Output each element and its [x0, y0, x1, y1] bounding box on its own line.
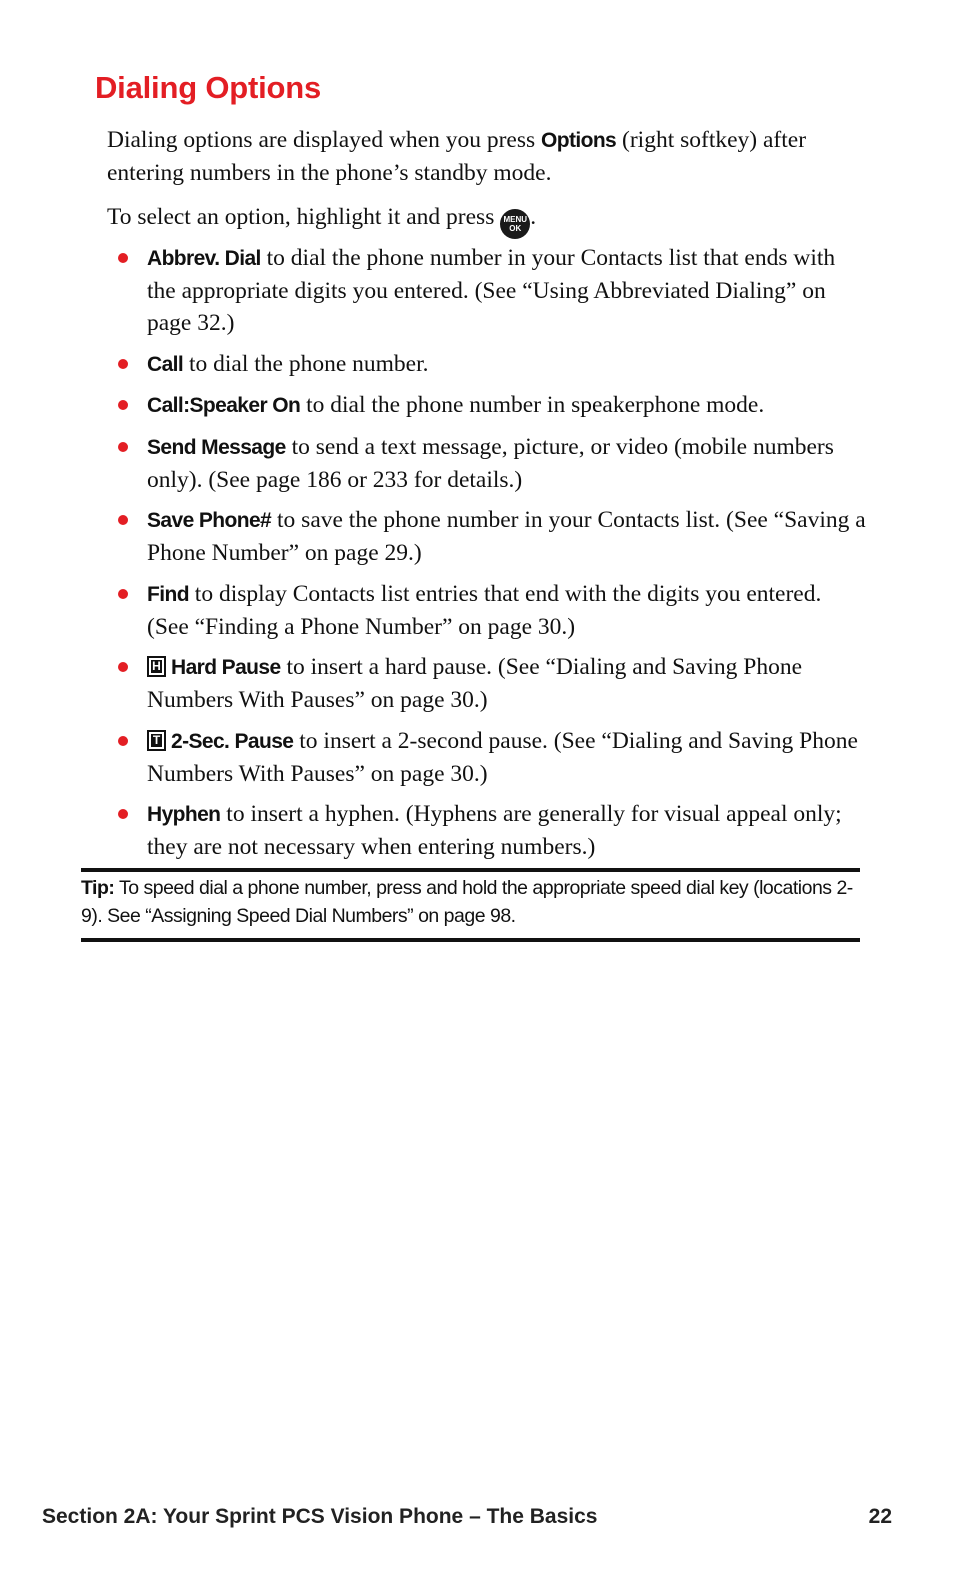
- intro-text-after: (right softkey) after entering numbers in the phone’s standby mode.: [107, 127, 807, 186]
- option-term: Abbrev. Dial: [147, 247, 261, 270]
- dialing-options-list: [107, 242, 867, 872]
- menu-key-bottom-label: OK: [509, 224, 522, 233]
- list-item-send-message: [107, 431, 867, 496]
- option-term: Call:Speaker On: [147, 394, 301, 417]
- list-item-2-sec-pause: [107, 725, 867, 790]
- tip-top-rule: [81, 868, 860, 872]
- option-description: to save the phone number in your Contacts list. (See “Saving a Phone Number” on page 29.): [147, 507, 866, 566]
- option-term: Find: [147, 582, 189, 606]
- options-softkey-term: Options: [541, 129, 617, 152]
- page-heading: Dialing Options: [95, 70, 322, 105]
- option-term: Hyphen: [147, 803, 221, 826]
- option-term: Call: [147, 352, 184, 376]
- select-text-before: To select an option, highlight it and press: [107, 204, 501, 230]
- bullet-icon: [118, 400, 128, 410]
- list-item-find: [107, 578, 867, 643]
- list-item-hard-pause: [107, 651, 867, 716]
- select-text-after: .: [530, 204, 537, 230]
- select-instruction: [107, 201, 867, 239]
- option-description: to send a text message, picture, or video (mobile numbers only). (See page 186 or 233 for details.): [147, 433, 834, 493]
- option-term: Hard Pause: [171, 656, 281, 679]
- bullet-icon: [118, 736, 128, 746]
- hard-pause-h-icon: [147, 656, 166, 677]
- option-description: to dial the phone number in your Contacts list that ends with the appropriate digits you entered. (See “Using Abbreviated Dialing” on page 32.): [147, 245, 836, 336]
- bullet-icon: [118, 442, 128, 452]
- bullet-icon: [118, 809, 128, 819]
- tip-box: [81, 874, 871, 930]
- list-item-call-speaker-on: [107, 389, 867, 422]
- option-description: to dial the phone number.: [183, 350, 429, 377]
- bullet-icon: [118, 589, 128, 599]
- bullet-icon: [118, 515, 128, 525]
- intro-text-before: Dialing options are displayed when you press: [107, 127, 542, 153]
- list-item-save-phone: [107, 504, 867, 569]
- intro-paragraph: [107, 124, 867, 189]
- timed-pause-icon-letter: T: [152, 732, 161, 747]
- page-footer: [42, 1505, 892, 1529]
- timed-pause-t-icon: [147, 730, 166, 751]
- tip-label: Tip:: [81, 877, 115, 899]
- page-number: 22: [868, 1505, 892, 1528]
- list-item-hyphen: [107, 798, 867, 863]
- tip-text: To speed dial a phone number, press and hold the appropriate speed dial key (locations 2-9). See “Assigning Speed Dial Numbers” on page 98.: [81, 877, 853, 927]
- option-term: Save Phone#: [147, 509, 272, 532]
- footer-section-title: Section 2A: Your Sprint PCS Vision Phone – The Basics: [42, 1505, 598, 1528]
- option-description: to dial the phone number in speakerphone mode.: [300, 392, 765, 418]
- option-term: 2-Sec. Pause: [171, 729, 294, 753]
- list-item-call: [107, 348, 867, 381]
- hard-pause-icon-letter: H: [152, 659, 161, 673]
- option-term: Send Message: [147, 435, 286, 459]
- option-description: to insert a hyphen. (Hyphens are generally for visual appeal only; they are not necessary when entering numbers.): [147, 801, 842, 860]
- bullet-icon: [118, 359, 128, 369]
- tip-bottom-rule: [81, 938, 860, 942]
- option-description: to insert a 2-second pause. (See “Dialing and Saving Phone Numbers With Pauses” on page 30.): [147, 727, 858, 787]
- bullet-icon: [118, 662, 128, 672]
- option-description: to display Contacts list entries that end with the digits you entered. (See “Finding a Phone Number” on page 30.): [147, 580, 822, 640]
- bullet-icon: [118, 253, 128, 263]
- option-description: to insert a hard pause. (See “Dialing and Saving Phone Numbers With Pauses” on page 30.): [147, 654, 803, 713]
- menu-key-top-label: MENU: [503, 215, 528, 224]
- list-item-abbrev-dial: [107, 242, 867, 339]
- menu-ok-key-icon: [500, 209, 530, 239]
